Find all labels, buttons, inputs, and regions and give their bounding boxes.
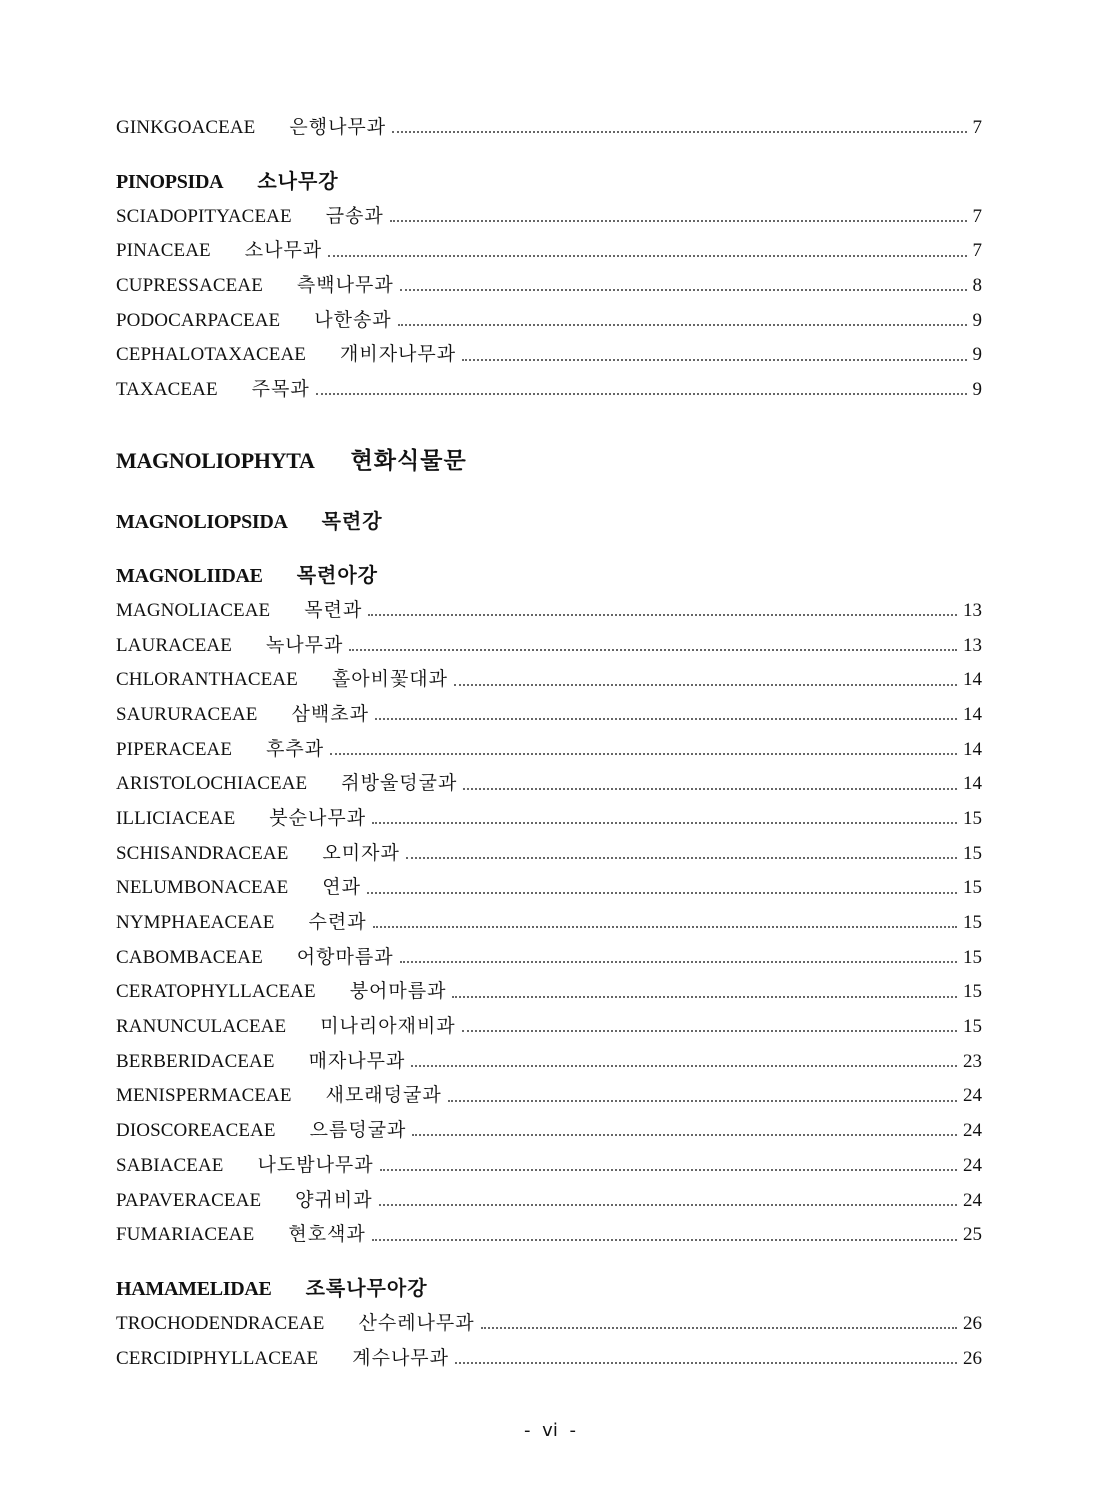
toc-entry — [116, 593, 982, 628]
dot-leader — [367, 892, 957, 894]
dot-leader — [375, 718, 957, 720]
dot-leader — [372, 1239, 957, 1241]
dot-leader — [411, 1065, 957, 1067]
toc-entry — [116, 905, 982, 940]
dot-leader — [392, 131, 966, 133]
heading-korean: 조록나무아강 — [305, 1275, 428, 1300]
family-latin-name: RANUNCULACEAE — [116, 1016, 287, 1038]
page-number: - vi - — [523, 1420, 577, 1441]
page-number-ref: 8 — [972, 275, 982, 297]
page-number-ref: 24 — [963, 1120, 982, 1142]
family-korean-name: 어항마름과 — [296, 945, 394, 968]
toc-entry — [116, 1183, 982, 1218]
family-korean-name: 홀아비꽃대과 — [331, 668, 449, 691]
family-latin-name: PINACEAE — [116, 240, 211, 262]
toc-entry — [116, 1148, 982, 1183]
toc-entry — [116, 974, 982, 1009]
page-number-ref: 24 — [963, 1085, 982, 1107]
family-latin-name: TROCHODENDRACEAE — [116, 1312, 325, 1334]
family-korean-name: 삼백초과 — [291, 702, 369, 725]
family-korean-name: 나한송과 — [314, 308, 392, 331]
page-number-ref: 26 — [963, 1347, 982, 1369]
dot-leader — [328, 255, 966, 257]
toc-entry — [116, 697, 982, 732]
toc-entry — [116, 110, 982, 145]
toc-entry — [116, 303, 982, 338]
family-korean-name: 오미자과 — [322, 841, 400, 864]
page-number-ref: 7 — [972, 117, 982, 138]
page-number-ref: 9 — [972, 379, 982, 401]
dot-leader — [316, 393, 967, 395]
class-heading — [116, 503, 982, 539]
dot-leader — [372, 822, 957, 824]
page-number-ref: 24 — [963, 1154, 982, 1176]
page-number-ref: 15 — [963, 877, 982, 899]
page-number-ref: 15 — [963, 946, 982, 968]
dot-leader — [380, 1169, 957, 1171]
toc-entry — [116, 1078, 982, 1113]
family-latin-name: MAGNOLIACEAE — [116, 599, 271, 621]
dot-leader — [373, 926, 957, 928]
page-number-ref: 15 — [963, 981, 982, 1003]
family-latin-name: ILLICIACEAE — [116, 807, 236, 829]
toc-entry — [116, 940, 982, 975]
toc-entry — [116, 836, 982, 871]
family-korean-name: 소나무과 — [244, 239, 323, 262]
page-number-ref: 15 — [963, 1016, 982, 1038]
toc-entry — [116, 1009, 982, 1044]
family-latin-name: LAURACEAE — [116, 634, 232, 656]
family-latin-name: FUMARIACEAE — [116, 1224, 255, 1246]
family-korean-name: 미나리아재비과 — [320, 1015, 456, 1038]
family-latin-name: BERBERIDACEAE — [116, 1050, 275, 1072]
family-korean-name: 은행나무과 — [289, 116, 387, 138]
dot-leader — [406, 857, 957, 859]
family-latin-name: CERATOPHYLLACEAE — [116, 981, 316, 1003]
family-latin-name: NYMPHAEACEAE — [116, 912, 275, 933]
heading-korean: 목련아강 — [296, 562, 378, 587]
page-number-ref: 9 — [972, 309, 982, 331]
dot-leader — [462, 359, 966, 361]
toc-entry — [116, 1341, 982, 1376]
dot-leader — [349, 649, 957, 651]
family-latin-name: CUPRESSACEAE — [116, 275, 263, 297]
family-korean-name: 연과 — [322, 876, 362, 899]
heading-latin: PINOPSIDA — [116, 170, 224, 193]
toc-entry — [116, 801, 982, 836]
dot-leader — [368, 614, 957, 616]
family-latin-name: DIOSCOREACEAE — [116, 1120, 276, 1142]
family-latin-name: CEPHALOTAXACEAE — [116, 344, 306, 366]
family-latin-name: NELUMBONACEAE — [116, 877, 289, 899]
toc-entry — [116, 870, 982, 905]
family-korean-name: 붓순나무과 — [269, 806, 367, 829]
toc-entry — [116, 732, 982, 767]
family-latin-name: PAPAVERACEAE — [116, 1189, 262, 1211]
dot-leader — [379, 1204, 957, 1206]
family-latin-name: CHLORANTHACEAE — [116, 669, 298, 691]
division-heading — [116, 443, 982, 479]
class-heading — [116, 1270, 982, 1306]
family-latin-name: GINKGOACEAE — [116, 117, 256, 138]
family-korean-name: 현호색과 — [288, 1223, 366, 1246]
page-number-ref: 14 — [963, 773, 982, 795]
family-latin-name: ARISTOLOCHIACEAE — [116, 773, 308, 795]
toc-entry — [116, 1044, 982, 1079]
dot-leader — [400, 289, 967, 291]
heading-latin: HAMAMELIDAE — [116, 1277, 272, 1300]
page-number-ref: 15 — [963, 912, 982, 933]
family-korean-name: 계수나무과 — [352, 1346, 450, 1369]
dot-leader — [330, 753, 957, 755]
dot-leader — [400, 961, 957, 963]
toc-entry — [116, 1217, 982, 1252]
page-number-ref: 14 — [963, 669, 982, 691]
page-number-ref: 14 — [963, 738, 982, 760]
table-of-contents — [116, 110, 982, 1375]
family-korean-name: 쥐방울덩굴과 — [341, 772, 458, 795]
family-latin-name: SAURURACEAE — [116, 703, 258, 725]
page-number-ref: 26 — [963, 1312, 982, 1334]
page-number-ref: 13 — [963, 599, 982, 621]
toc-entry — [116, 268, 982, 303]
toc-entry — [116, 1306, 982, 1341]
heading-latin: MAGNOLIOPSIDA — [116, 510, 288, 533]
toc-entry — [116, 199, 982, 234]
page-number-ref: 7 — [972, 205, 982, 227]
dot-leader — [398, 324, 967, 326]
family-korean-name: 개비자나무과 — [339, 343, 457, 366]
family-latin-name: MENISPERMACEAE — [116, 1085, 292, 1107]
dot-leader — [455, 1362, 957, 1364]
page-number-ref: 9 — [972, 344, 982, 366]
heading-korean: 소나무강 — [257, 168, 339, 193]
page-number-ref: 15 — [963, 842, 982, 864]
family-korean-name: 새모래덩굴과 — [325, 1084, 442, 1107]
toc-entry — [116, 1113, 982, 1148]
page-number-ref: 14 — [963, 703, 982, 725]
class-heading — [116, 163, 982, 199]
toc-entry — [116, 233, 982, 268]
page-number-ref: 23 — [963, 1050, 982, 1072]
dot-leader — [454, 684, 957, 686]
family-korean-name: 후추과 — [266, 737, 325, 760]
class-heading — [116, 557, 982, 593]
dot-leader — [412, 1134, 957, 1136]
family-korean-name: 으름덩굴과 — [309, 1119, 407, 1142]
family-latin-name: SCHISANDRACEAE — [116, 842, 289, 864]
page-number-ref: 13 — [963, 634, 982, 656]
family-latin-name: CERCIDIPHYLLACEAE — [116, 1347, 319, 1369]
family-korean-name: 매자나무과 — [308, 1049, 406, 1072]
family-korean-name: 녹나무과 — [265, 633, 344, 656]
page-number-ref: 25 — [963, 1224, 982, 1246]
family-latin-name: TAXACEAE — [116, 379, 218, 401]
family-latin-name: SCIADOPITYACEAE — [116, 205, 292, 227]
heading-korean: 목련강 — [321, 508, 383, 533]
family-latin-name: CABOMBACEAE — [116, 946, 263, 968]
toc-entry — [116, 628, 982, 663]
dot-leader — [452, 996, 957, 998]
heading-korean: 현화식물문 — [350, 447, 467, 474]
toc-entry — [116, 337, 982, 372]
page-number-ref: 7 — [972, 240, 982, 262]
page-number-ref: 15 — [963, 807, 982, 829]
toc-entry — [116, 372, 982, 407]
family-korean-name: 붕어마름과 — [349, 980, 447, 1003]
toc-entry — [116, 766, 982, 801]
family-korean-name: 금송과 — [325, 204, 384, 227]
family-korean-name: 주목과 — [251, 378, 310, 401]
heading-latin: MAGNOLIIDAE — [116, 564, 263, 587]
dot-leader — [481, 1327, 957, 1329]
family-korean-name: 수련과 — [308, 911, 367, 933]
family-korean-name: 양귀비과 — [295, 1188, 373, 1211]
dot-leader — [462, 1030, 957, 1032]
dot-leader — [390, 220, 967, 222]
toc-entry — [116, 662, 982, 697]
dot-leader — [463, 788, 957, 790]
family-latin-name: PIPERACEAE — [116, 738, 233, 760]
family-latin-name: PODOCARPACEAE — [116, 309, 281, 331]
page-number-ref: 24 — [963, 1189, 982, 1211]
family-korean-name: 목련과 — [304, 598, 363, 621]
heading-latin: MAGNOLIOPHYTA — [116, 447, 315, 473]
dot-leader — [448, 1100, 957, 1102]
family-korean-name: 나도밤나무과 — [257, 1153, 374, 1176]
family-korean-name: 산수레나무과 — [358, 1311, 475, 1334]
family-korean-name: 측백나무과 — [296, 274, 394, 297]
family-latin-name: SABIACEAE — [116, 1154, 224, 1176]
